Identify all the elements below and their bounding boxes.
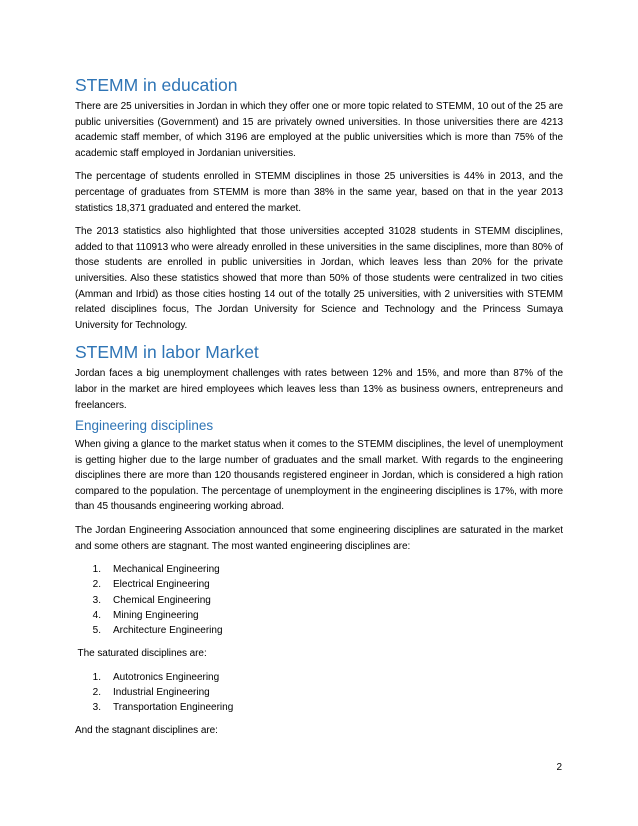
engineering-paragraph-2: The Jordan Engineering Association announced that some engineering disciplines are saturated in the market and some others are stagnant. The most wanted engineering disciplines are: bbox=[75, 525, 563, 552]
list-item bbox=[75, 700, 563, 715]
engineering-paragraph-1: When giving a glance to the market status when it comes to the STEMM disciplines, the level of unemployment is getting higher due to the large number of graduates and the small market. With regards to the engineering disciplines there are more than 120 thousands registered engineer in Jordan, which is considered a high ration compared to the population. The percentage of unemployment in the engineering disciplines is 17%, with more than 45 thousands engineering working abroad. bbox=[75, 439, 563, 513]
education-paragraph-1: There are 25 universities in Jordan in which they offer one or more topic related to STEMM, 10 out of the 25 are public universities (Government) and 15 are privately owned universities. In those universities there are 4213 academic staff member, of which 3196 are employed at the public universities which is more than 75% of the academic staff employed in Jordanian universities. bbox=[75, 101, 563, 159]
list-item bbox=[75, 593, 563, 608]
list-item-label: Chemical Engineering bbox=[113, 594, 211, 606]
list-item-label: Electrical Engineering bbox=[113, 579, 210, 591]
list-item-label: Mechanical Engineering bbox=[113, 564, 220, 576]
list-item bbox=[75, 670, 563, 685]
list-number: 5. bbox=[92, 625, 101, 637]
list-item bbox=[75, 577, 563, 592]
saturated-intro: The saturated disciplines are: bbox=[75, 648, 207, 660]
list-item-label: Industrial Engineering bbox=[113, 687, 210, 699]
list-number: 1. bbox=[92, 671, 101, 683]
education-paragraph-3: The 2013 statistics also highlighted that those universities accepted 31028 students in STEMM disciplines, added to that 110913 who were already enrolled in these universities in the same disciplines, more than 80% of those students are enrolled in public universities in Jordan, which leaves less than 20% for the private universities. Also these statistics showed that more than 50% of those students were centralized in two cities (Amman and Irbid) as those cities hosting 14 out of the totally 25 universities, with 2 universities with STEMM related disciplines focus, The Jordan University for Science and Technology and the Princess Sumaya University for Technology. bbox=[75, 226, 563, 331]
list-item-label: Transportation Engineering bbox=[113, 702, 234, 714]
list-number: 4. bbox=[92, 609, 101, 621]
list-number: 1. bbox=[92, 564, 101, 576]
list-item-label: Autotronics Engineering bbox=[113, 671, 220, 683]
list-number: 2. bbox=[92, 687, 101, 699]
page-number: 2 bbox=[556, 762, 562, 773]
list-number: 3. bbox=[92, 702, 101, 714]
list-number: 2. bbox=[92, 579, 101, 591]
list-item-label: Architecture Engineering bbox=[113, 625, 223, 637]
saturated-disciplines-list bbox=[75, 670, 563, 716]
list-item bbox=[75, 562, 563, 577]
list-item bbox=[75, 685, 563, 700]
wanted-disciplines-list bbox=[75, 562, 563, 638]
labor-paragraph-1: Jordan faces a big unemployment challenges with rates between 12% and 15%, and more than 87% of the labor in the market are hired employees which leaves less than 13% as business owners, entrepreneurs and freelancers. bbox=[75, 368, 563, 411]
list-item bbox=[75, 623, 563, 638]
list-item bbox=[75, 608, 563, 623]
heading-stemm-in-education: STEMM in education bbox=[75, 75, 238, 95]
heading-stemm-in-labor-market: STEMM in labor Market bbox=[75, 342, 259, 363]
list-item-label: Mining Engineering bbox=[113, 609, 199, 621]
stagnant-intro: And the stagnant disciplines are: bbox=[75, 725, 218, 737]
page-content bbox=[75, 74, 563, 747]
list-number: 3. bbox=[92, 594, 101, 606]
education-paragraph-2: The percentage of students enrolled in STEMM disciplines in those 25 universities is 44% in 2013, and the percentage of graduates from STEMM is more than 38% in the same year, based on that in the year 2013 statistics 18,371 graduated and entered the market. bbox=[75, 171, 563, 214]
heading-engineering-disciplines: Engineering disciplines bbox=[75, 418, 214, 434]
